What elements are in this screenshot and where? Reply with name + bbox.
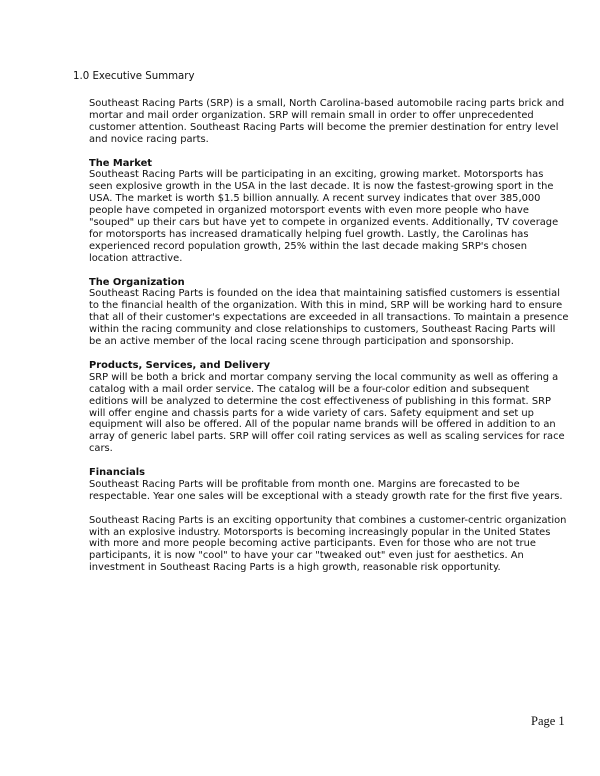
section-title: 1.0 Executive Summary — [73, 71, 195, 82]
products-section — [89, 360, 569, 455]
organization-heading: The Organization — [89, 276, 185, 288]
financials-section — [89, 467, 569, 503]
financials-heading: Financials — [89, 467, 146, 479]
intro-block — [89, 98, 569, 146]
organization-paragraph: Southeast Racing Parts is founded on the idea that maintaining satisfied customers is essential to the financial health of the organization. With this in mind, SRP will be working hard to ensure that all of their customer's expectations are exceeded in all transactions. To maintain a presence within the racing community and close relationships to customers, Southeast Racing Parts will be an active member of the local racing scene through participation and sponsorship. — [89, 288, 569, 348]
closing-block — [89, 515, 569, 575]
page-number: Page 1 — [531, 714, 565, 728]
closing-paragraph: Southeast Racing Parts is an exciting opportunity that combines a customer-centric organization with an explosive industry. Motorsports is becoming increasingly popular in the United States with more and more people becoming active participants. Even for those who are not true participants, it is now "cool" to have your car "tweaked out" even just for aesthetics. An investment in Southeast Racing Parts is a high growth, reasonable risk opportunity. — [89, 514, 567, 574]
market-paragraph: Southeast Racing Parts will be participating in an exciting, growing market. Motorsports has seen explosive growth in the USA in the last decade. It is now the fastest-growing sport in the USA. The market is worth $1.5 billion annually. A recent survey indicates that over 385,000 people have competed in organized motorsport events with even more people who have "souped" up their cars but have yet to compete in organized events. Additionally, TV coverage for motorsports has increased dramatically helping fuel growth. Lastly, the Carolinas has experienced record population growth, 25% within the last decade making SRP's chosen location attractive. — [89, 169, 559, 264]
products-paragraph: SRP will be both a brick and mortar company serving the local community as well as offering a catalog with a mail order service. The catalog will be a four-color edition and subsequent editions will be analyzed to determine the cost effectiveness of publishing in this format. SRP will offer engine and chassis parts for a wide variety of cars. Safety equipment and set up equipment will also be offered. All of the popular name brands will be offered in addition to an array of generic label parts. SRP will offer coil rating services as well as scaling services for race cars. — [89, 371, 565, 455]
market-heading: The Market — [89, 157, 152, 169]
market-section — [89, 158, 569, 265]
products-heading: Products, Services, and Delivery — [89, 359, 271, 371]
intro-paragraph: Southeast Racing Parts (SRP) is a small, North Carolina-based automobile racing parts brick and mortar and mail order organization. SRP will remain small in order to offer unprecedented customer attention. Southeast Racing Parts will become the premier destination for entry level and novice racing parts. — [89, 98, 565, 145]
financials-paragraph: Southeast Racing Parts will be profitable from month one. Margins are forecasted to be respectable. Year one sales will be exceptional with a steady growth rate for the first five years. — [89, 478, 563, 502]
document-content — [89, 98, 569, 586]
organization-section — [89, 277, 569, 348]
